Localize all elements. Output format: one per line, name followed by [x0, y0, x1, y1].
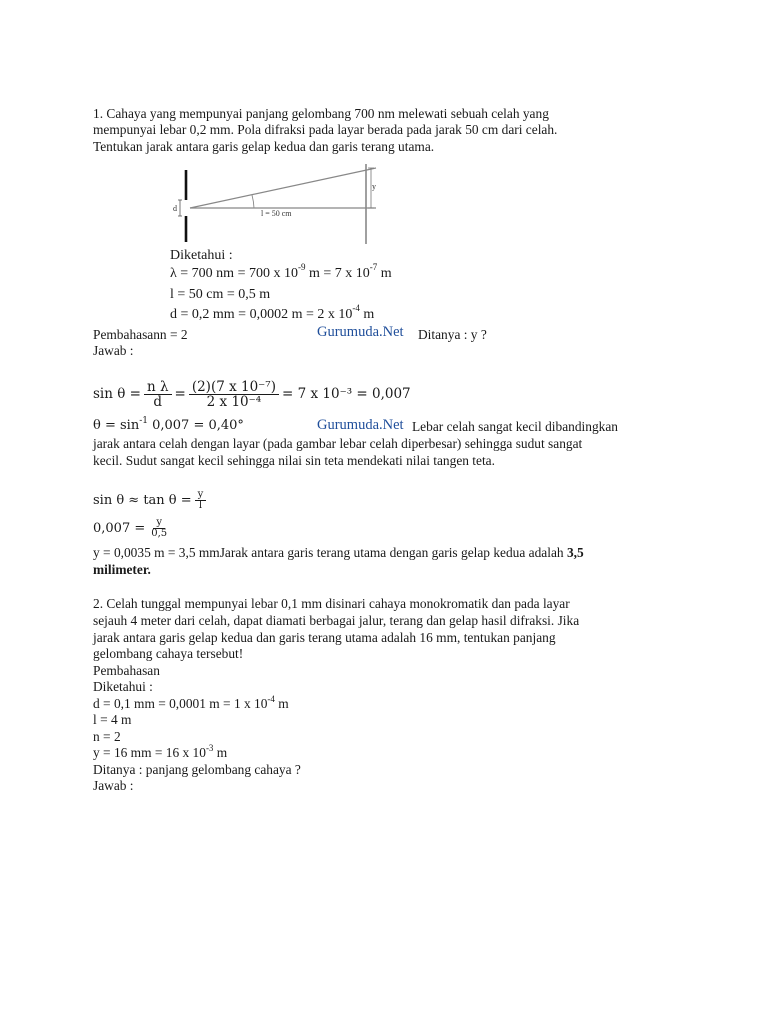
- p1-text-line-2: mempunyai lebar 0,2 mm. Pola difraksi pada layar berada pada jarak 50 cm dari celah.: [93, 122, 558, 137]
- p1-l-line: l = 50 cm = 0,5 m: [170, 287, 271, 302]
- l-label: l = 50 cm: [261, 209, 292, 218]
- p1-explain-3: kecil. Sudut sangat kecil sehingga nilai sin teta mendekati nilai tangen teta.: [93, 453, 495, 468]
- p1-result-line: y = 0,0035 m = 3,5 mmJarak antara garis terang utama dengan garis gelap kedua adalah 3,5: [93, 545, 584, 560]
- p1-text-line-3: Tentukan jarak antara garis gelap kedua dan garis terang utama.: [93, 139, 435, 154]
- p2-known-title: Diketahui :: [93, 679, 153, 694]
- p2-text-line-3: jarak antara garis gelap kedua dan garis terang utama adalah 16 mm, tentukan panjang: [93, 630, 556, 645]
- equation-y-over-l: 0,007 = $\frac{y}{0,5}$: [93, 516, 168, 539]
- p2-text-line-1: 2. Celah tunggal mempunyai lebar 0,1 mm disinari cahaya monokromatik dan pada layar: [93, 596, 570, 611]
- watermark-link-1[interactable]: Gurumuda.Net: [317, 324, 404, 340]
- d-label: d: [173, 204, 177, 213]
- theta-line: $\theta = \sin^{-1} 0,007 = 0,40^\circ$: [93, 415, 244, 433]
- p1-result-line-2: milimeter.: [93, 562, 151, 577]
- p2-text-line-2: sejauh 4 meter dari celah, dapat diamati berbagai jalur, terang dan gelap hasil difraksi. Jika: [93, 613, 580, 628]
- p1-ditanya: Ditanya : y ?: [418, 327, 487, 342]
- p1-d-line: d = 0,2 mm = 0,0002 m = 2 x $10^{-4}$ m: [170, 303, 375, 322]
- p1-known-title: Diketahui :: [170, 248, 233, 263]
- p1-jawab: Jawab :: [93, 343, 134, 358]
- p1-explain-1: Lebar celah sangat kecil dibandingkan: [412, 419, 618, 434]
- angle-arc: [252, 195, 254, 208]
- p2-n-line: n = 2: [93, 729, 121, 744]
- p2-y-line: y = 16 mm = 16 x $10^{-3}$ m: [93, 742, 228, 760]
- p1-pembahasan: Pembahasann = 2: [93, 327, 188, 342]
- p2-d-line: d = 0,1 mm = 0,0001 m = 1 x $10^{-4}$ m: [93, 693, 289, 711]
- diffraction-ray: [190, 168, 376, 208]
- p1-explain-2: jarak antara celah dengan layar (pada gambar lebar celah diperbesar) sehingga sudut sangat: [93, 436, 583, 451]
- p2-text-line-4: gelombang cahaya tersebut!: [93, 646, 244, 661]
- p1-text-line-1: 1. Cahaya yang mempunyai panjang gelombang 700 nm melewati sebuah celah yang: [93, 106, 549, 121]
- p2-jawab: Jawab :: [93, 778, 134, 793]
- p2-pembahasan: Pembahasan: [93, 663, 160, 678]
- y-label: y: [372, 182, 376, 191]
- watermark-link-2[interactable]: Gurumuda.Net: [317, 417, 404, 433]
- p2-l-line: l = 4 m: [93, 712, 132, 727]
- p1-lambda-line: λ = 700 nm = 700 x $10^{-9}$ m = 7 x $10^{-7}$ m: [170, 262, 392, 281]
- p2-ditanya: Ditanya : panjang gelombang cahaya ?: [93, 762, 301, 777]
- equation-sin-theta: sin θ = $\frac{\text{n λ}}{d}$ = $\frac{\text{(2)(7 x 10⁻⁷)}}{\text{2 x 10⁻⁴}}$ = 7 x 10⁻³ = 0,007: [93, 378, 411, 410]
- diffraction-diagram: [168, 164, 390, 246]
- equation-sin-approx-tan: sin θ ≈ tan θ = $\frac{y}{l}$: [93, 488, 209, 512]
